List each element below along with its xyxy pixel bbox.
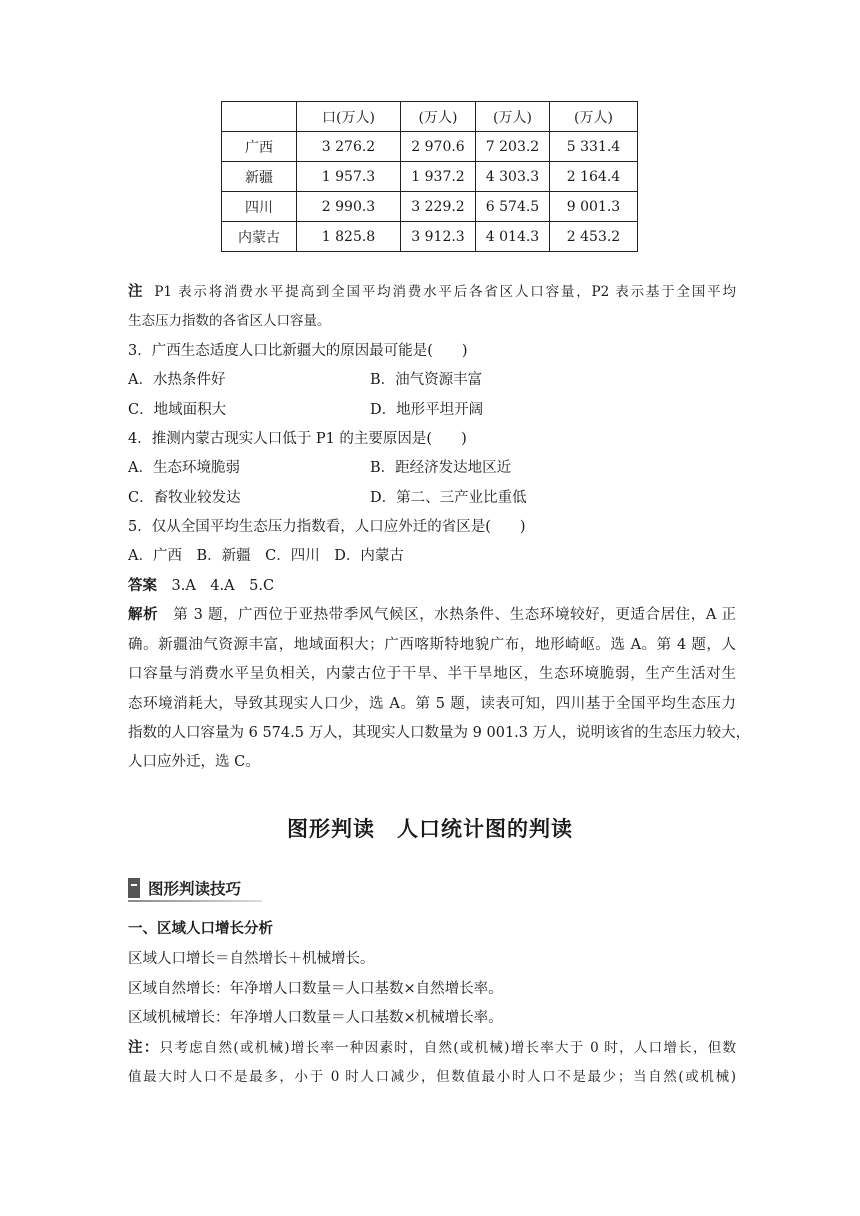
question-4-option-b: B．距经济发达地区近 bbox=[370, 460, 512, 476]
table-row bbox=[222, 162, 638, 192]
answer-label: 答案 bbox=[128, 578, 157, 594]
table-cell: 3 229.2 bbox=[401, 192, 476, 222]
tips-line: 区域人口增长＝自然增长＋机械增长。 bbox=[128, 951, 375, 967]
table-note-continued bbox=[128, 311, 331, 331]
table-cell: 3 276.2 bbox=[297, 132, 401, 162]
table-cell: 1 937.2 bbox=[401, 162, 476, 192]
question-3-option-b: B．油气资源丰富 bbox=[370, 372, 483, 388]
analysis-line: 确。新疆油气资源丰富，地域面积大；广西喀斯特地貌广布，地形崎岖。选 A。第 4 题，人 bbox=[128, 637, 736, 653]
table-cell: 2 164.4 bbox=[550, 162, 638, 192]
tips-line: 区域机械增长：年净增人口数量＝人口基数×机械增长率。 bbox=[128, 1010, 503, 1026]
table-note bbox=[128, 282, 736, 302]
table-cell: 4 014.3 bbox=[476, 222, 550, 252]
table-header-cell: (万人) bbox=[550, 102, 638, 132]
analysis-text: 第 3 题，广西位于亚热带季风气候区，水热条件、生态环境较好，更适合居住，A 正 bbox=[173, 607, 737, 623]
population-table bbox=[221, 101, 638, 252]
table-row bbox=[222, 192, 638, 222]
tips-header-text: 图形判读技巧 bbox=[148, 880, 242, 898]
question-3-option-c: C．地域面积大 bbox=[128, 402, 227, 418]
table-header-cell: (万人) bbox=[476, 102, 550, 132]
table-cell: 5 331.4 bbox=[550, 132, 638, 162]
analysis-line: 态环境消耗大，导致其现实人口少，选 A。第 5 题，读表可知，四川基于全国平均生态压力 bbox=[128, 696, 736, 712]
table-cell: 四川 bbox=[222, 192, 297, 222]
question-3-option-a: A．水热条件好 bbox=[128, 372, 226, 388]
analysis-line: 人口应外迁，选 C。 bbox=[128, 754, 260, 770]
table-cell: 内蒙古 bbox=[222, 222, 297, 252]
table-cell: 广西 bbox=[222, 132, 297, 162]
table-cell: 7 203.2 bbox=[476, 132, 550, 162]
tips-header bbox=[128, 876, 241, 900]
tips-line: 区域自然增长：年净增人口数量＝人口基数×自然增长率。 bbox=[128, 981, 503, 997]
table-header-cell: (万人) bbox=[401, 102, 476, 132]
analysis-label: 解析 bbox=[128, 607, 159, 623]
question-4-stem: 4．推测内蒙古现实人口低于 P1 的主要原因是( ) bbox=[128, 431, 467, 447]
table-cell: 2 970.6 bbox=[401, 132, 476, 162]
tips-note-label: 注： bbox=[128, 1040, 160, 1056]
analysis-line bbox=[128, 605, 736, 625]
question-3-stem: 3．广西生态适度人口比新疆大的原因最可能是( ) bbox=[128, 343, 468, 359]
question-4-option-c: C．畜牧业较发达 bbox=[128, 490, 241, 506]
table-cell: 1 957.3 bbox=[297, 162, 401, 192]
table-cell: 2 990.3 bbox=[297, 192, 401, 222]
table-cell: 2 453.2 bbox=[550, 222, 638, 252]
question-5-options: A．广西 B．新疆 C．四川 D．内蒙古 bbox=[128, 548, 404, 564]
answer-text: 3.A 4.A 5.C bbox=[171, 578, 275, 594]
tips-note-text: 只考虑自然(或机械)增长率一种因素时，自然(或机械)增长率大于 0 时，人口增长，但数 bbox=[159, 1040, 736, 1056]
table-cell: 3 912.3 bbox=[401, 222, 476, 252]
tips-header-underline bbox=[128, 900, 262, 902]
table-cell: 1 825.8 bbox=[297, 222, 401, 252]
note-text: P1 表示将消费水平提高到全国平均消费水平后各省区人口容量，P2 表示基于全国平均 bbox=[154, 284, 736, 300]
question-4-option-d: D．第二、三产业比重低 bbox=[370, 490, 527, 506]
table-header-cell: 口(万人) bbox=[297, 102, 401, 132]
table-cell: 6 574.5 bbox=[476, 192, 550, 222]
question-4-option-a: A．生态环境脆弱 bbox=[128, 460, 240, 476]
note-text: 生态压力指数的各省区人口容量。 bbox=[128, 313, 331, 329]
analysis-line: 指数的人口容量为 6 574.5 万人，其现实人口数量为 9 001.3 万人，说明该省的生态压力较大， bbox=[128, 725, 751, 741]
table-row bbox=[222, 132, 638, 162]
section-marker-icon bbox=[128, 878, 140, 898]
note-label: 注 bbox=[128, 284, 145, 300]
analysis-line: 口容量与消费水平呈负相关，内蒙古位于干旱、半干旱地区，生态环境脆弱，生产生活对生 bbox=[128, 666, 736, 682]
table-header-row bbox=[222, 102, 638, 132]
tips-subheading: 一、区域人口增长分析 bbox=[128, 921, 273, 937]
tips-note-line bbox=[128, 1067, 736, 1087]
question-5-stem: 5．仅从全国平均生态压力指数看，人口应外迁的省区是( ) bbox=[128, 519, 526, 535]
tips-note-line bbox=[128, 1038, 736, 1058]
tips-note-text: 值最大时人口不是最多，小于 0 时人口减少，但数值最小时人口不是最少；当自然(或机械) bbox=[128, 1069, 736, 1085]
table-cell: 9 001.3 bbox=[550, 192, 638, 222]
section-title: 图形判读 人口统计图的判读 bbox=[287, 817, 573, 841]
question-3-option-d: D．地形平坦开阔 bbox=[370, 402, 484, 418]
table-row bbox=[222, 222, 638, 252]
answer-line bbox=[128, 576, 274, 596]
table-cell: 新疆 bbox=[222, 162, 297, 192]
table-cell: 4 303.3 bbox=[476, 162, 550, 192]
table-header-cell bbox=[222, 102, 297, 132]
